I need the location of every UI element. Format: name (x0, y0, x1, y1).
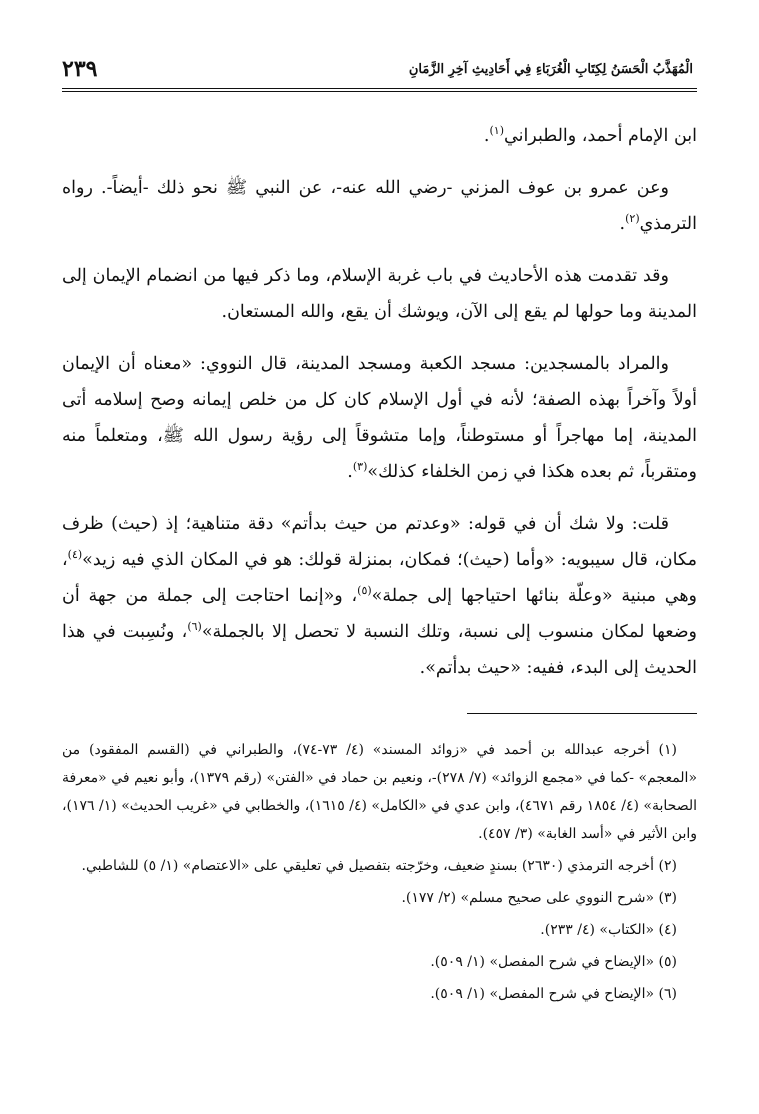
paragraph-4-tail: . (347, 462, 353, 482)
paragraph-5-text-a: قلت: ولا شك أن في قوله: «وعدتم من حيث بدأتم» دقة متناهية؛ إذ (حيث) ظرف مكان، قال سيبويه: «وأما (حيث)؛ فمكان، بمنزلة قولك: هو في المكان الذي فيه زيد» (62, 514, 698, 570)
footnote-5: (٥) «الإيضاح في شرح المفصل» (١/ ٥٠٩). (430, 954, 677, 970)
page-number: ٢٣٩ (62, 56, 98, 82)
page-header (62, 54, 697, 84)
footnote-6: (٦) «الإيضاح في شرح المفصل» (١/ ٥٠٩). (430, 986, 677, 1002)
footnote-1: (١) أخرجه عبدالله بن أحمد في «زوائد المسند» (٤/ ٧٣-٧٤)، والطبراني في (القسم المفقود) من «المعجم» -كما في «مجمع الزوائد» (٧/ ٢٧٨)-، ونعيم بن حماد في «الفتن» (رقم ١٣٧٩)، وأبو نعيم في «معرفة الصحابة» (٤/ ١٨٥٤ رقم ٤٦٧١)، وابن عدي في «الكامل» (٤/ ١٦١٥)، والخطابي في «غريب الحديث» (١/ ١٧٦)، وابن الأثير في «أسد الغابة» (٣/ ٤٥٧). (62, 742, 698, 842)
paragraph-1-tail: . (483, 126, 490, 146)
paragraph-2-text: وعن عمرو بن عوف المزني -رضي الله عنه-، عن النبي ﷺ نحو ذلك -أيضاً-. رواه الترمذي (62, 178, 697, 234)
paragraph-1 (62, 118, 697, 154)
paragraph-2 (62, 170, 697, 242)
footnote-4: (٤) «الكتاب» (٤/ ٢٣٣). (540, 922, 677, 938)
running-title: الْمُهَذَّبُ الْحَسَنُ لِكِتَابِ الْغُرَبَاءِ فِي أَحَادِيثِ آخِرِ الزَّمَانِ (408, 61, 693, 77)
footnote-ref-5: (٥) (357, 584, 372, 598)
main-text (62, 118, 697, 702)
footnote-divider (467, 713, 697, 714)
footnote-ref-1: (١) (489, 124, 504, 138)
paragraph-4 (62, 346, 697, 490)
paragraph-2-tail: . (619, 214, 626, 234)
footnote-ref-3: (٣) (352, 460, 368, 474)
paragraph-5-text-c: ، و«إنما احتاجت إلى جملة من جهة أن وضعها لمكان منسوب إلى نسبة، وتلك النسبة لا تحصل إلا بالجملة» (62, 586, 697, 642)
paragraph-5 (62, 506, 697, 686)
footnote-3: (٣) «شرح النووي على صحيح مسلم» (٢/ ١٧٧). (401, 890, 677, 906)
paragraph-5-text-b: ، وهي مبنية «وعلّة بنائها احتياجها إلى جملة» (62, 550, 697, 606)
footnote-2: (٢) أخرجه الترمذي (٢٦٣٠) بسندٍ ضعيف، وخرّجته بتفصيل في تعليقي على «الاعتصام» (١/ ٥) للشاطبي. (81, 858, 677, 874)
header-divider (62, 88, 697, 92)
footnotes (62, 736, 697, 1012)
footnote-ref-6: (٦) (187, 620, 202, 634)
footnote-ref-4: (٤) (67, 548, 83, 562)
paragraph-5-tail: ، ونُسِبت في هذا الحديث إلى البدء، ففيه: «حيث بدأتم». (62, 622, 697, 678)
footnote-ref-2: (٢) (625, 212, 640, 226)
paragraph-3-text: وقد تقدمت هذه الأحاديث في باب غربة الإسلام، وما ذكر فيها من انضمام الإيمان إلى المدينة وما حولها لم يقع إلى الآن، ويوشك أن يقع، والله المستعان. (62, 266, 697, 322)
paragraph-3 (62, 258, 697, 330)
paragraph-1-text: ابن الإمام أحمد، والطبراني (503, 126, 697, 146)
paragraph-4-text: والمراد بالمسجدين: مسجد الكعبة ومسجد المدينة، قال النووي: «معناه أن الإيمان أولاً وآخراً بهذه الصفة؛ لأنه في أول الإسلام كان كل من خلص إيمانه وصح إسلامه أتى المدينة، إما مهاجراً أو مستوطناً، وإما متشوقاً إلى رؤية رسول الله ﷺ، ومتعلماً منه ومتقرباً، ثم بعده هكذا في زمن الخلفاء كذلك» (62, 354, 697, 482)
